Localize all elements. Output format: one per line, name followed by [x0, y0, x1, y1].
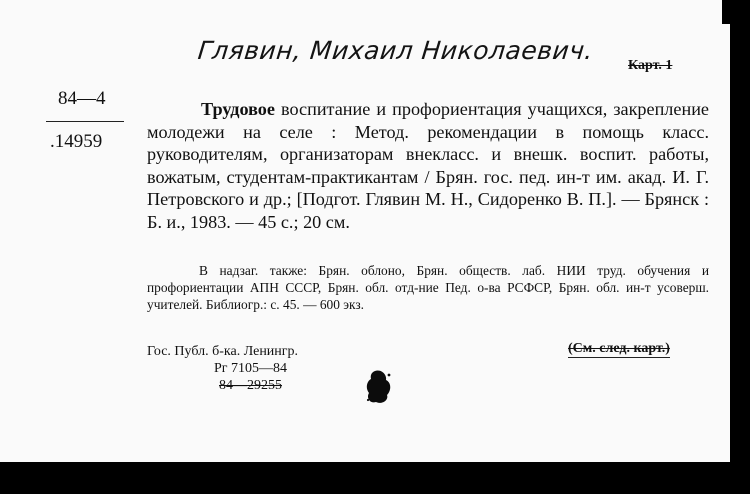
holding-code-1: Рг 7105—84	[214, 361, 288, 376]
holding-code-2: 84—29255	[219, 378, 282, 393]
author-heading: Глявин, Михаил Николаевич.	[196, 36, 595, 65]
inventory-number: .14959	[50, 131, 103, 152]
description-text: воспитание и профориентация учащихся, закрепление молодежи на селе : Метод. рекомендации в помощь класс. руководителям, организаторам внекласс. и внешк. воспит. работы, вожатым, студентам-практикантам / Брян. гос. пед. ин-т им. акад. И. Г. Петровского и др.; [Подгот. Глявин М. Н., Сидоренко В. П.]. — Брянск : Б. и., 1983. — 45 с.; 20 см.	[147, 99, 709, 232]
annotation-note	[147, 262, 709, 313]
bibliographic-description	[147, 98, 709, 233]
shelf-mark: 84—4	[58, 88, 106, 109]
holding-library: Гос. Публ. б-ка. Ленингр.	[147, 344, 299, 359]
ink-blot	[365, 369, 393, 405]
note-text: В надзаг. также: Брян. облоно, Брян. обществ. лаб. НИИ труд. обучения и профориентации АПН СССР, Брян. обл. отд-ние Пед. о-ва РСФСР, Брян. обл. ин-т усоверш. учителей. Библиогр.: с. 45. — 600 экз.	[147, 263, 709, 312]
card-number: Карт. 1	[628, 58, 673, 73]
see-next-card: (См. след. карт.)	[568, 341, 670, 356]
card-edge-shadow	[722, 0, 730, 24]
holding-codes	[214, 360, 287, 394]
shelf-mark-rule	[46, 121, 124, 122]
title-first-word: Трудовое	[201, 99, 275, 119]
